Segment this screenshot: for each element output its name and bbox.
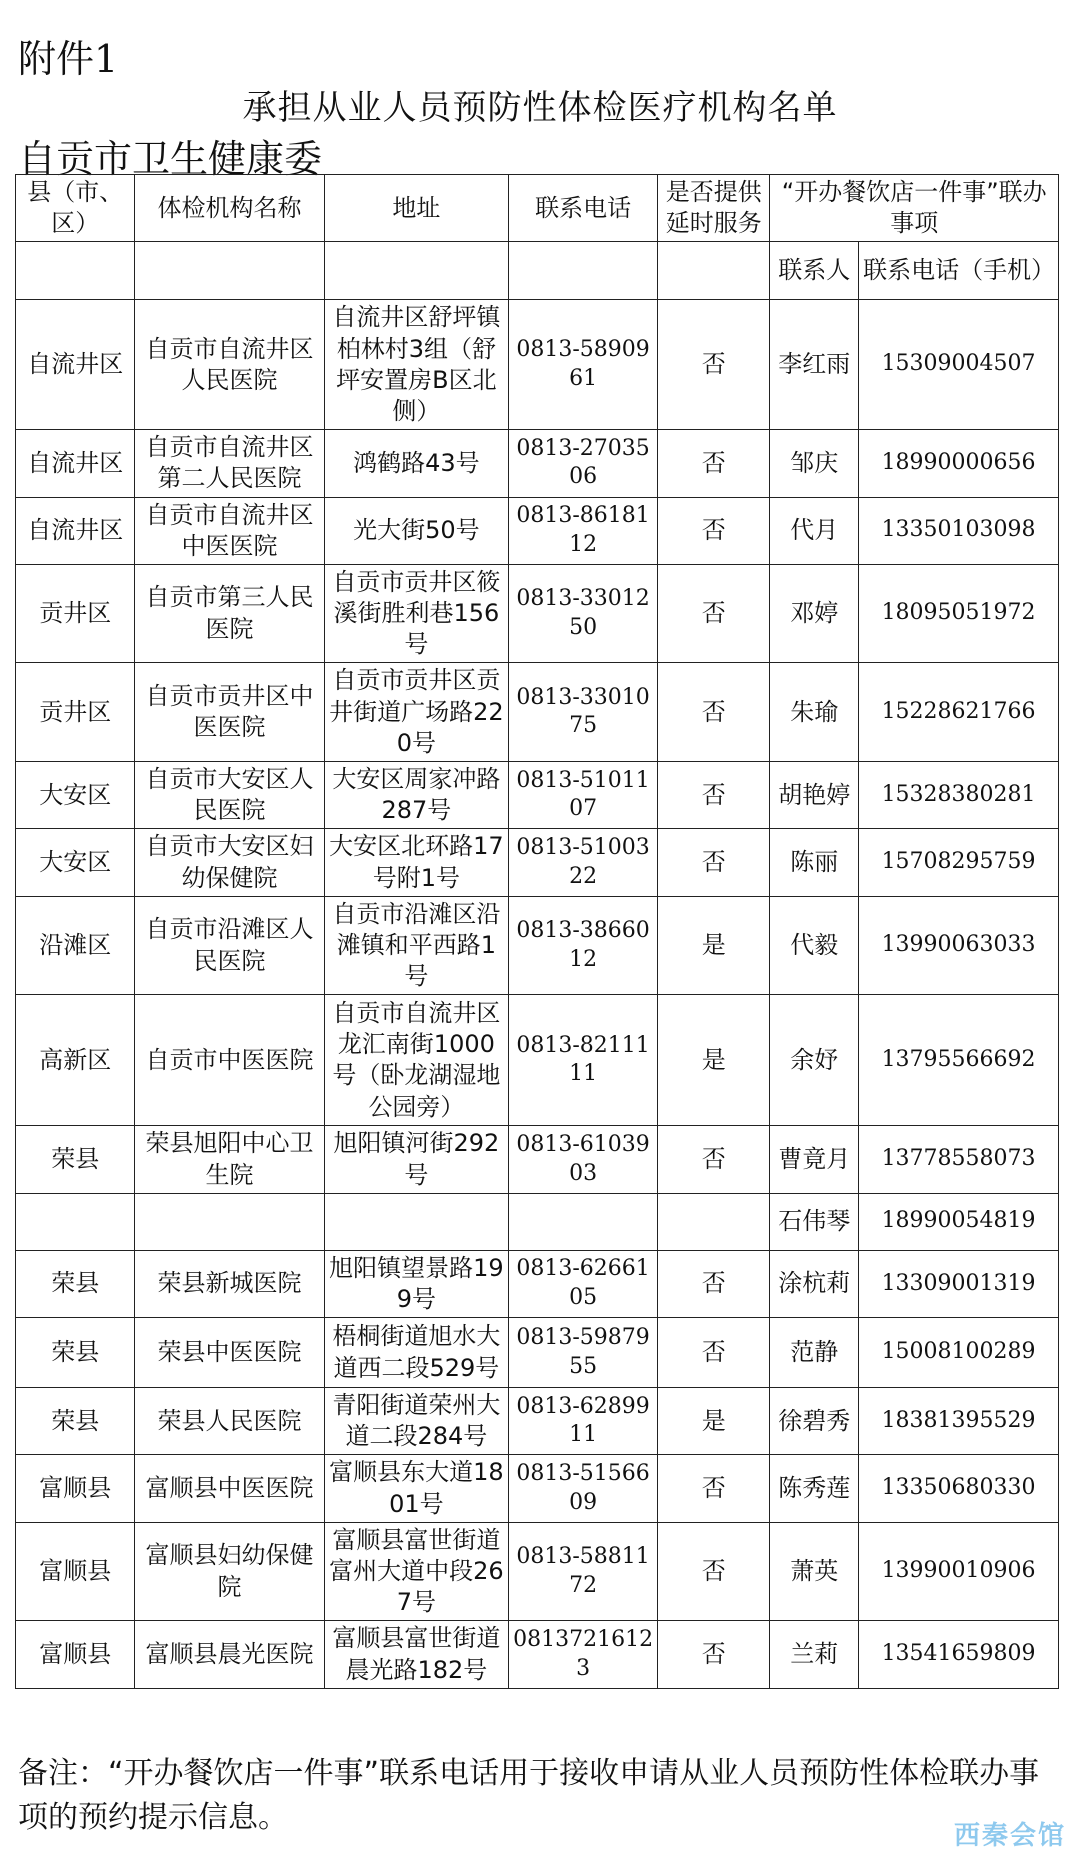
header-institution: 体检机构名称 [135, 175, 324, 242]
institution-cell: 荣县人民医院 [135, 1388, 324, 1455]
institution-cell: 富顺县晨光医院 [135, 1621, 324, 1688]
address-cell: 富顺县富世街道富州大道中段267号 [324, 1522, 508, 1621]
institution-cell: 自贡市贡井区中医医院 [135, 663, 324, 762]
county-cell: 富顺县 [16, 1522, 135, 1621]
mobile-cell: 18381395529 [859, 1388, 1059, 1455]
table-row [16, 995, 1059, 1126]
county-cell: 荣县 [16, 1318, 135, 1388]
institution-cell: 自贡市中医医院 [135, 995, 324, 1126]
contact-cell: 代月 [770, 497, 859, 564]
mobile-cell: 13778558073 [859, 1126, 1059, 1193]
institution-cell: 荣县旭阳中心卫生院 [135, 1126, 324, 1193]
extended-service-cell: 否 [658, 1318, 770, 1388]
table-row [16, 1621, 1059, 1688]
watermark-logo: 西秦会馆 [953, 1821, 1066, 1851]
extended-service-cell: 否 [658, 564, 770, 663]
county-cell: 贡井区 [16, 564, 135, 663]
extended-service-cell: 否 [658, 663, 770, 762]
header-blank-cell [16, 242, 135, 300]
address-cell: 富顺县富世街道晨光路182号 [324, 1621, 508, 1688]
mobile-cell: 13990010906 [859, 1522, 1059, 1621]
address-cell: 自贡市贡井区贡井街道广场路220号 [324, 663, 508, 762]
mobile-cell: 13541659809 [859, 1621, 1059, 1688]
header-address: 地址 [324, 175, 508, 242]
contact-cell: 邹庆 [770, 430, 859, 497]
table-row [16, 1126, 1059, 1193]
header-blank-cell [658, 242, 770, 300]
table-row [16, 1250, 1059, 1317]
county-cell: 大安区 [16, 829, 135, 896]
address-cell: 自贡市自流井区龙汇南街1000号（卧龙湖湿地公园旁） [324, 995, 508, 1126]
phone-cell: 0813-6103903 [509, 1126, 658, 1193]
header-mobile: 联系电话（手机） [859, 242, 1059, 300]
table-row [16, 663, 1059, 762]
mobile-cell: 13795566692 [859, 995, 1059, 1126]
county-cell: 荣县 [16, 1250, 135, 1317]
county-cell: 沿滩区 [16, 896, 135, 995]
address-cell: 自贡市沿滩区沿滩镇和平西路1号 [324, 896, 508, 995]
mobile-cell: 15228621766 [859, 663, 1059, 762]
table-row [16, 829, 1059, 896]
county-cell: 自流井区 [16, 300, 135, 430]
address-cell: 旭阳镇望景路199号 [324, 1250, 508, 1317]
phone-cell: 0813-6289911 [509, 1388, 658, 1455]
table-row [16, 564, 1059, 663]
extended-service-cell: 是 [658, 896, 770, 995]
extended-service-cell [658, 1193, 770, 1250]
contact-cell: 徐碧秀 [770, 1388, 859, 1455]
header-contact: 联系人 [770, 242, 859, 300]
mobile-cell: 15008100289 [859, 1318, 1059, 1388]
address-cell: 光大街50号 [324, 497, 508, 564]
extended-service-cell: 否 [658, 1250, 770, 1317]
address-cell: 大安区周家冲路287号 [324, 762, 508, 829]
attachment-label: 附件1 [18, 37, 119, 81]
table-row [16, 1318, 1059, 1388]
table-row [16, 1193, 1059, 1250]
header-extended-service: 是否提供延时服务 [658, 175, 770, 242]
document-title: 承担从业人员预防性体检医疗机构名单 [242, 88, 838, 128]
footnote: 备注：“开办餐饮店一件事”联系电话用于接收申请从业人员预防性体检联办事项的预约提示信息。 [18, 1756, 1040, 1835]
phone-cell: 0813-3866012 [509, 896, 658, 995]
table-row [16, 762, 1059, 829]
contact-cell: 石伟琴 [770, 1193, 859, 1250]
mobile-cell: 13990063033 [859, 896, 1059, 995]
county-cell: 富顺县 [16, 1621, 135, 1688]
mobile-cell: 18990000656 [859, 430, 1059, 497]
header-blank-cell [135, 242, 324, 300]
contact-cell: 兰莉 [770, 1621, 859, 1688]
county-cell: 自流井区 [16, 497, 135, 564]
mobile-cell: 13350680330 [859, 1455, 1059, 1522]
county-cell: 高新区 [16, 995, 135, 1126]
phone-cell: 0813-8618112 [509, 497, 658, 564]
extended-service-cell: 否 [658, 762, 770, 829]
table-row [16, 1522, 1059, 1621]
address-cell: 旭阳镇河街292号 [324, 1126, 508, 1193]
contact-cell: 范静 [770, 1318, 859, 1388]
institution-cell: 自贡市自流井区人民医院 [135, 300, 324, 430]
mobile-cell: 18095051972 [859, 564, 1059, 663]
contact-cell: 胡艳婷 [770, 762, 859, 829]
address-cell: 鸿鹤路43号 [324, 430, 508, 497]
address-cell: 梧桐街道旭水大道西二段529号 [324, 1318, 508, 1388]
contact-cell: 陈丽 [770, 829, 859, 896]
address-cell: 自流井区舒坪镇柏林村3组（舒坪安置房B区北侧） [324, 300, 508, 430]
contact-cell: 邓婷 [770, 564, 859, 663]
address-cell: 富顺县东大道1801号 [324, 1455, 508, 1522]
institution-cell: 自贡市第三人民医院 [135, 564, 324, 663]
extended-service-cell: 否 [658, 1126, 770, 1193]
institution-cell [135, 1193, 324, 1250]
address-cell: 青阳街道荣州大道二段284号 [324, 1388, 508, 1455]
extended-service-cell: 否 [658, 829, 770, 896]
institution-cell: 富顺县妇幼保健院 [135, 1522, 324, 1621]
header-joint-matters: “开办餐饮店一件事”联办事项 [770, 175, 1059, 242]
mobile-cell: 13350103098 [859, 497, 1059, 564]
phone-cell: 0813-5881172 [509, 1522, 658, 1621]
header-blank-cell [324, 242, 508, 300]
contact-cell: 李红雨 [770, 300, 859, 430]
extended-service-cell: 否 [658, 430, 770, 497]
mobile-cell: 15309004507 [859, 300, 1059, 430]
table-row [16, 497, 1059, 564]
extended-service-cell: 否 [658, 300, 770, 430]
table-row [16, 896, 1059, 995]
address-cell [324, 1193, 508, 1250]
institution-cell: 荣县中医医院 [135, 1318, 324, 1388]
contact-cell: 涂杭莉 [770, 1250, 859, 1317]
table-row [16, 300, 1059, 430]
organization-name: 自贡市卫生健康委 [18, 137, 323, 181]
address-cell: 大安区北环路17号附1号 [324, 829, 508, 896]
phone-cell: 0813-6266105 [509, 1250, 658, 1317]
phone-cell: 0813-3301075 [509, 663, 658, 762]
extended-service-cell: 是 [658, 995, 770, 1126]
table-row [16, 1388, 1059, 1455]
county-cell: 富顺县 [16, 1455, 135, 1522]
table-row [16, 430, 1059, 497]
phone-cell: 0813-2703506 [509, 430, 658, 497]
county-cell [16, 1193, 135, 1250]
institution-table [15, 174, 1059, 1689]
phone-cell: 0813-5890961 [509, 300, 658, 430]
institution-cell: 自贡市大安区妇幼保健院 [135, 829, 324, 896]
extended-service-cell: 否 [658, 497, 770, 564]
county-cell: 自流井区 [16, 430, 135, 497]
phone-cell: 0813-3301250 [509, 564, 658, 663]
institution-cell: 自贡市沿滩区人民医院 [135, 896, 324, 995]
contact-cell: 朱瑜 [770, 663, 859, 762]
county-cell: 大安区 [16, 762, 135, 829]
county-cell: 荣县 [16, 1126, 135, 1193]
phone-cell: 0813-8211111 [509, 995, 658, 1126]
extended-service-cell: 是 [658, 1388, 770, 1455]
county-cell: 贡井区 [16, 663, 135, 762]
contact-cell: 萧英 [770, 1522, 859, 1621]
phone-cell: 0813-5156609 [509, 1455, 658, 1522]
contact-cell: 曹竟月 [770, 1126, 859, 1193]
header-phone: 联系电话 [509, 175, 658, 242]
institution-cell: 富顺县中医医院 [135, 1455, 324, 1522]
extended-service-cell: 否 [658, 1455, 770, 1522]
mobile-cell: 18990054819 [859, 1193, 1059, 1250]
institution-cell: 自贡市大安区人民医院 [135, 762, 324, 829]
extended-service-cell: 否 [658, 1621, 770, 1688]
phone-cell: 08137216123 [509, 1621, 658, 1688]
county-cell: 荣县 [16, 1388, 135, 1455]
contact-cell: 陈秀莲 [770, 1455, 859, 1522]
table-row [16, 1455, 1059, 1522]
phone-cell: 0813-5987955 [509, 1318, 658, 1388]
contact-cell: 余妤 [770, 995, 859, 1126]
header-blank-cell [509, 242, 658, 300]
address-cell: 自贡市贡井区筱溪街胜利巷156号 [324, 564, 508, 663]
phone-cell [509, 1193, 658, 1250]
mobile-cell: 13309001319 [859, 1250, 1059, 1317]
mobile-cell: 15328380281 [859, 762, 1059, 829]
institution-cell: 自贡市自流井区中医医院 [135, 497, 324, 564]
contact-cell: 代毅 [770, 896, 859, 995]
header-county: 县（市、区） [16, 175, 135, 242]
extended-service-cell: 否 [658, 1522, 770, 1621]
institution-cell: 自贡市自流井区第二人民医院 [135, 430, 324, 497]
phone-cell: 0813-5101107 [509, 762, 658, 829]
phone-cell: 0813-5100322 [509, 829, 658, 896]
institution-cell: 荣县新城医院 [135, 1250, 324, 1317]
mobile-cell: 15708295759 [859, 829, 1059, 896]
